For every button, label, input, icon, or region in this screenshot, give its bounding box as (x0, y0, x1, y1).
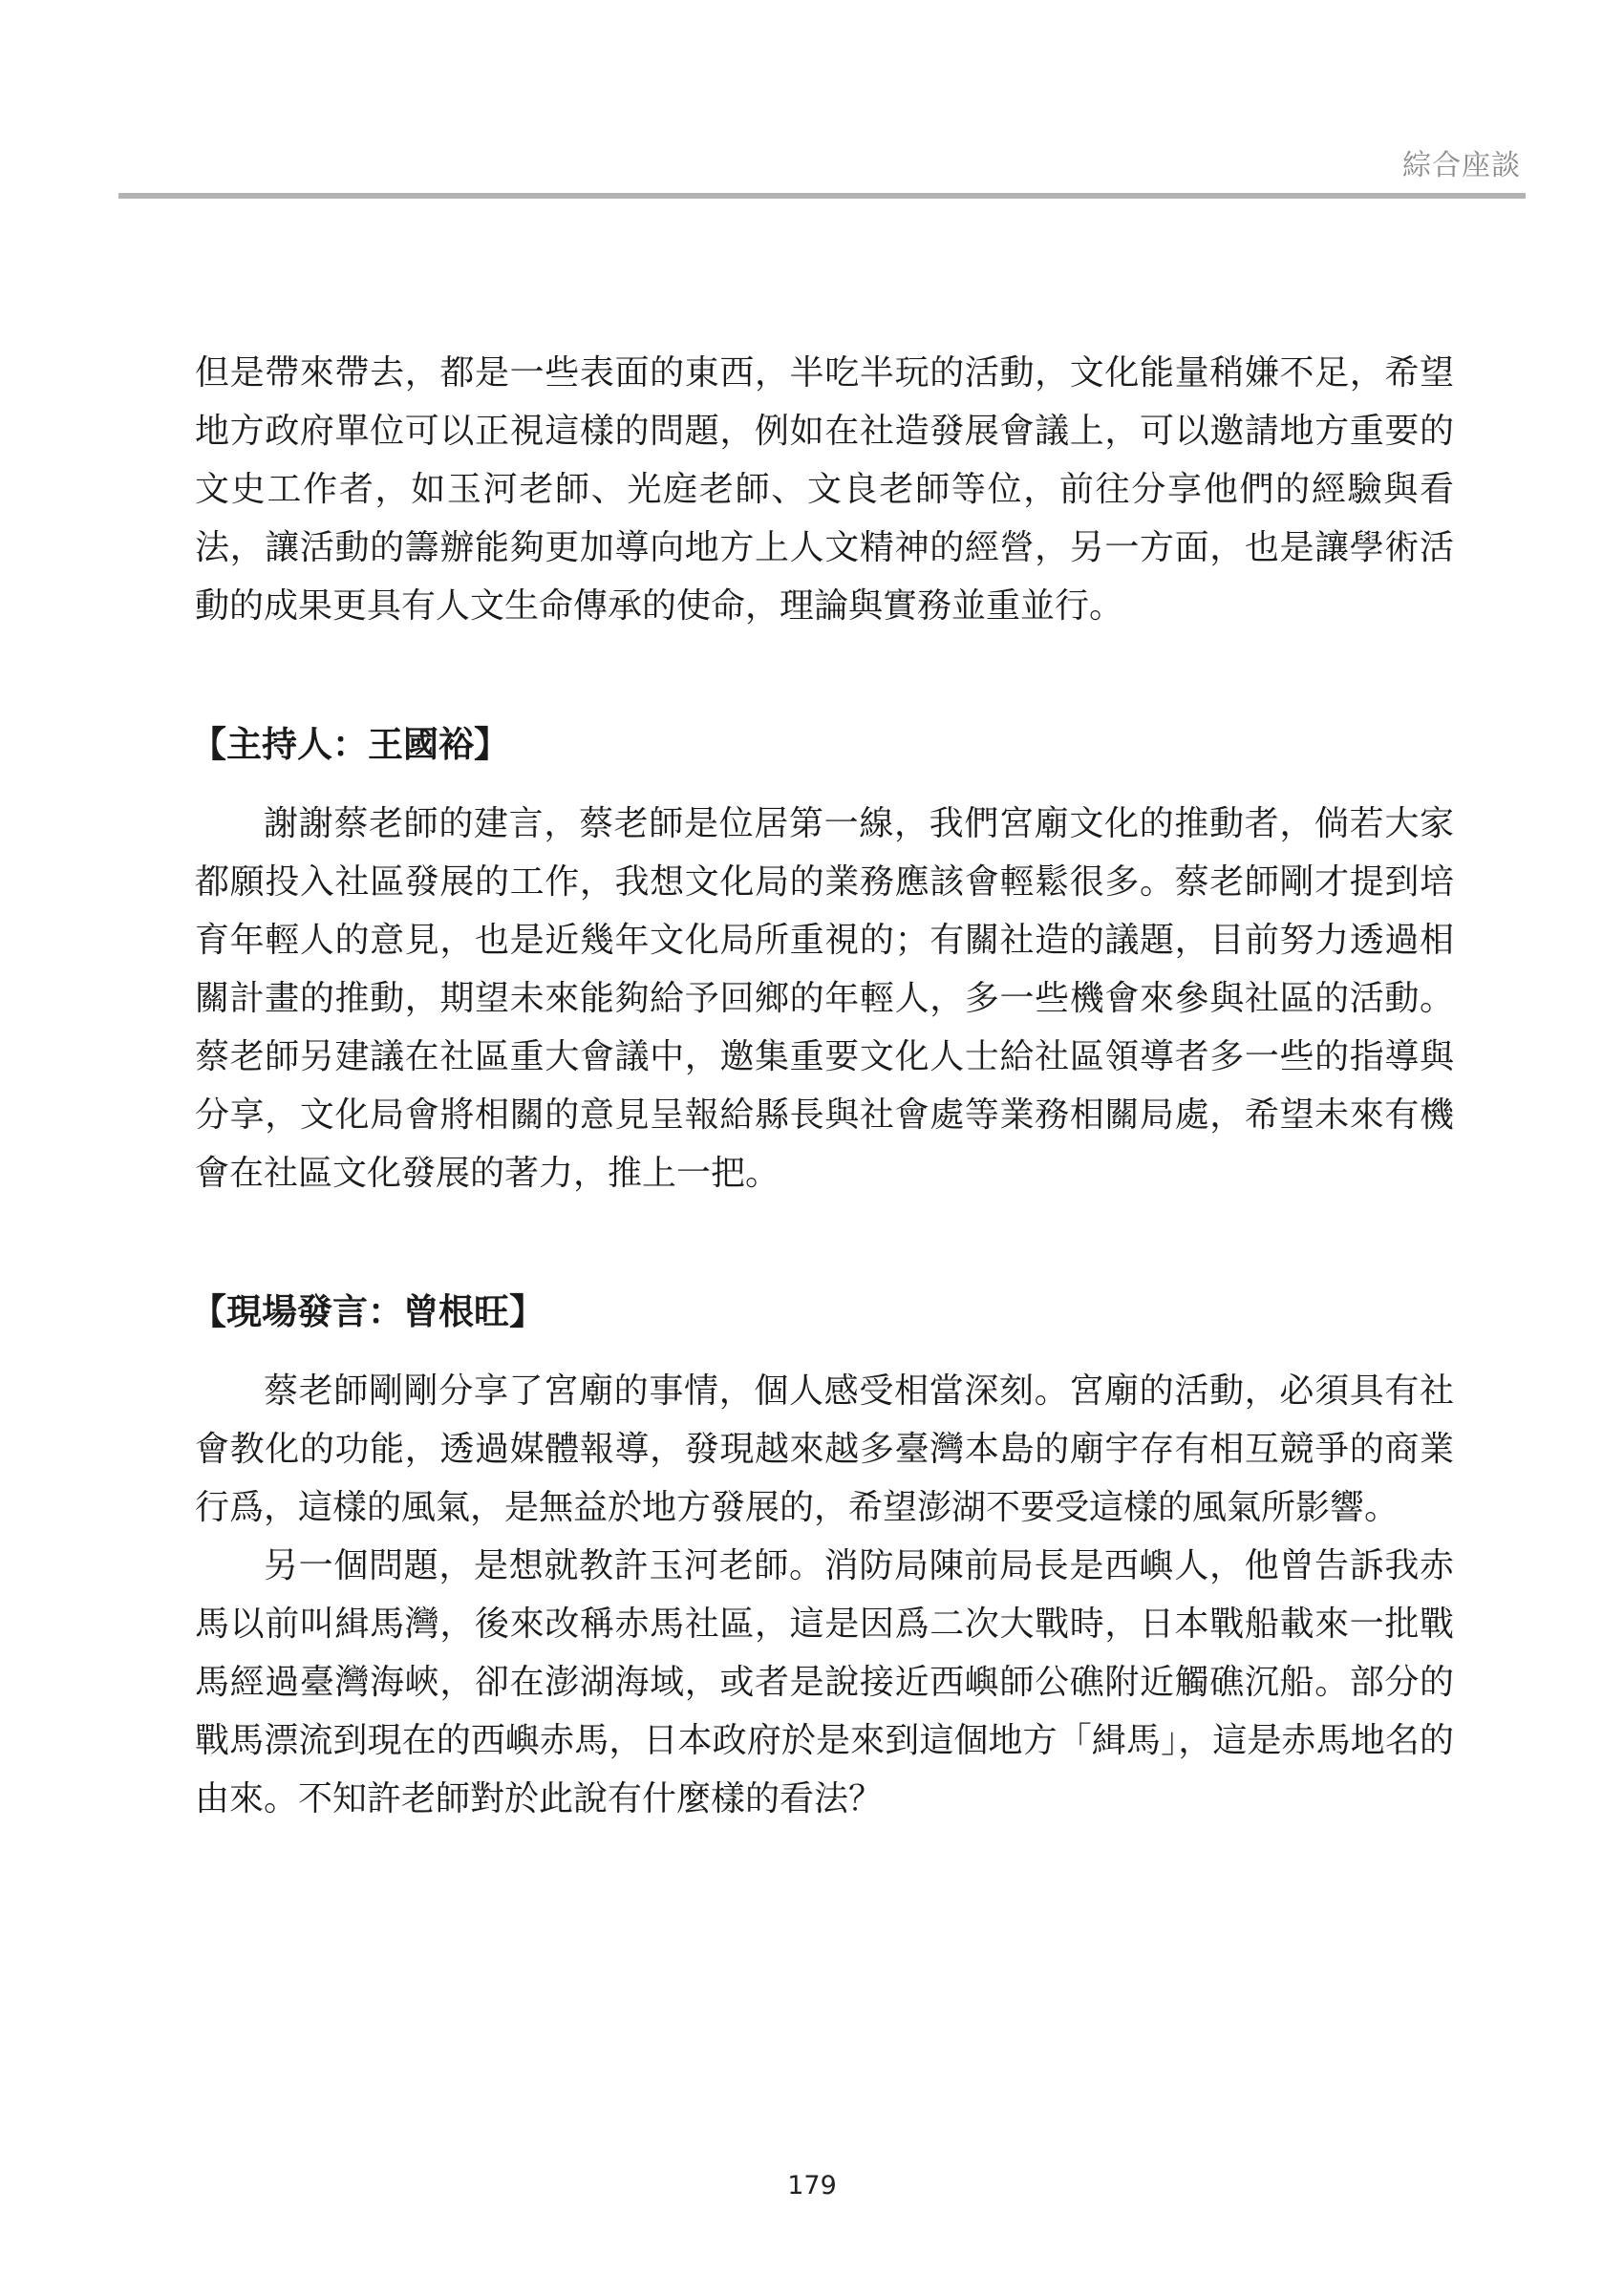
intro-paragraph: 但是帶來帶去，都是一些表面的東西，半吃半玩的活動，文化能量稍嫌不足，希望地方政府單位可以正視這樣的問題，例如在社造發展會議上，可以邀請地方重要的文史工作者，如玉河老師、光庭老師、文良老師等位，前往分享他們的經驗與看法，讓活動的籌辦能夠更加導向地方上人文精神的經營，另一方面，也是讓學術活動的成果更具有人文生命傳承的使命，理論與實務並重並行。 (195, 353, 1454, 626)
heading-gap (195, 774, 1454, 795)
host-paragraph: 謝謝蔡老師的建言，蔡老師是位居第一線，我們宮廟文化的推動者，倘若大家都願投入社區發展的工作，我想文化局的業務應該會輕鬆很多。蔡老師剛才提到培育年輕人的意見，也是近幾年文化局所重視的；有關社造的議題，目前努力透過相關計畫的推動，期望未來能夠給予回鄉的年輕人，多一些機會來參與社區的活動。蔡老師另建議在社區重大會議中，邀集重要文化人士給社區領導者多一些的指導與分享，文化局會將相關的意見呈報給縣長與社會處等業務相關局處，希望未來有機會在社區文化發展的著力，推上一把。 (195, 804, 1454, 1193)
heading-gap (195, 1341, 1454, 1362)
section-gap (195, 1202, 1454, 1283)
floor-speaker-heading: 【現場發言：曾根旺】 (191, 1290, 545, 1332)
floor-paragraph-1: 蔡老師剛剛分享了宮廟的事情，個人感受相當深刻。宮廟的活動，必須具有社會教化的功能，透過媒體報導，發現越來越多臺灣本島的廟宇存有相互競爭的商業行爲，這樣的風氣，是無益於地方發展的，希望澎湖不要受這樣的風氣所影響。 (195, 1371, 1454, 1527)
document-body (191, 344, 1454, 1828)
header-divider (118, 193, 1526, 199)
floor-paragraph-2: 另一個問題，是想就教許玉河老師。消防局陳前局長是西嶼人，他曾告訴我赤馬以前叫緝馬灣，後來改稱赤馬社區，這是因爲二次大戰時，日本戰船載來一批戰馬經過臺灣海峽，卻在澎湖海域，或者是說接近西嶼師公礁附近觸礁沉船。部分的戰馬漂流到現在的西嶼赤馬，日本政府於是來到這個地方「緝馬」，這是赤馬地名的由來。不知許老師對於此說有什麼樣的看法？ (195, 1546, 1454, 1818)
host-speaker-heading: 【主持人：王國裕】 (191, 723, 509, 765)
page-number: 179 (787, 2171, 837, 2200)
running-header-title: 綜合座談 (1402, 149, 1521, 182)
section-gap (195, 635, 1454, 715)
